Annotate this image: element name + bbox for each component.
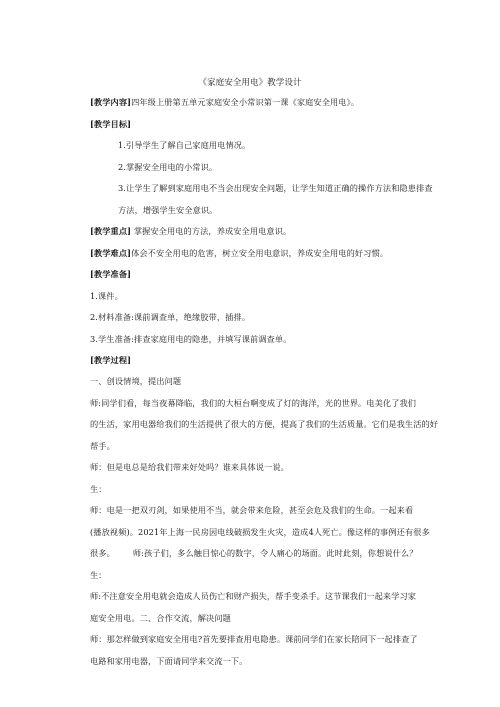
key-point-text: 掌握安全用电的方法，养成安全用电意识。 <box>133 226 292 236</box>
content-label: [教学内容] <box>90 97 132 107</box>
paragraph-4-line-1: 师：电是一把双刃剑，如果使用不当，就会带来危险，甚至会危及我们的生命。一起来看 <box>90 505 414 515</box>
step-1-heading: 一、创设情境，提出问题 <box>90 376 182 386</box>
prep-item-3: 3.学生准备:排查家庭用电的隐患，并填写课前调查单。 <box>90 334 292 344</box>
paragraph-1-line-3: 帮手。 <box>90 441 115 451</box>
key-point-label: [教学重点] <box>90 226 132 236</box>
paragraph-4-line-3 <box>90 548 418 559</box>
prep-item-2: 2.材料准备:课前调查单，绝缘胶带，插排。 <box>90 312 251 322</box>
paragraph-2: 师：但是电总是给我们带来好处吗？谁来具体说一说。 <box>90 462 289 472</box>
paragraph-5: 生： <box>90 570 107 580</box>
paragraph-7-line-1: 师：那怎样做到家庭安全用电?首先要排查用电隐患。课前同学们在家长陪同下一起排查了 <box>90 634 418 644</box>
paragraph-4-line-3-rest: 师:孩子们，多么触目惊心的数字，令人痛心的场面。此时此刻，你想说什么？ <box>132 548 418 558</box>
content-line <box>90 97 359 108</box>
goal-item-3-line-2: 方法，增强学生安全意识。 <box>118 205 218 215</box>
paragraph-6-line-1: 师:不注意安全用电就会造成人员伤亡和财产损失，帮手变杀手。这节课我们一起来学习家 <box>90 591 417 601</box>
goals-label: [教学目标] <box>90 119 132 129</box>
paragraph-1-line-2: 的生活，家用电器给我们的生活提供了很大的方便，提高了我们的生活质量。它们是我生活的好 <box>90 419 439 429</box>
goal-item-1: 1.引导学生了解自己家庭用电情况。 <box>118 140 251 150</box>
content-text: 四年级上册第五单元家庭安全小常识第一课《家庭安全用电》。 <box>131 97 360 107</box>
prep-item-1: 1.课件。 <box>90 291 123 301</box>
difficulty-label: [教学难点] <box>90 248 132 258</box>
prep-label: [教学准备] <box>90 269 132 279</box>
paragraph-3: 生： <box>90 484 107 494</box>
process-label: [教学过程] <box>90 355 132 365</box>
key-point-line <box>90 226 291 237</box>
document-title: 《家庭安全用电》教学设计 <box>198 78 302 88</box>
paragraph-7-line-2: 电路和家用电器，下面请同学来交流一下。 <box>90 656 248 666</box>
goal-item-3-line-1: 3.让学生了解到家庭用电不当会出现安全问题，让学生知道正确的操作方法和隐患排查 <box>118 183 433 193</box>
paragraph-4-line-2: (播放视频)。2021年上海一民房因电线破损发生火灾，造成4人死亡。像这样的事例还有很多 <box>90 527 430 537</box>
goal-item-2: 2.掌握安全用电的小常识。 <box>118 162 218 172</box>
paragraph-6-line-2: 庭安全用电。二、合作交流，解决问题 <box>90 613 231 623</box>
difficulty-text: 体会不安全用电的危害，树立安全用电意识，养成安全用电的好习惯。 <box>131 248 389 258</box>
paragraph-4-line-3-start: 很多。 <box>90 548 115 558</box>
difficulty-line <box>90 248 388 259</box>
paragraph-1-line-1: 师:同学们看，每当夜幕降临，我们的大桓台啊变成了灯的海洋，光的世界。电美化了我们 <box>90 398 417 408</box>
